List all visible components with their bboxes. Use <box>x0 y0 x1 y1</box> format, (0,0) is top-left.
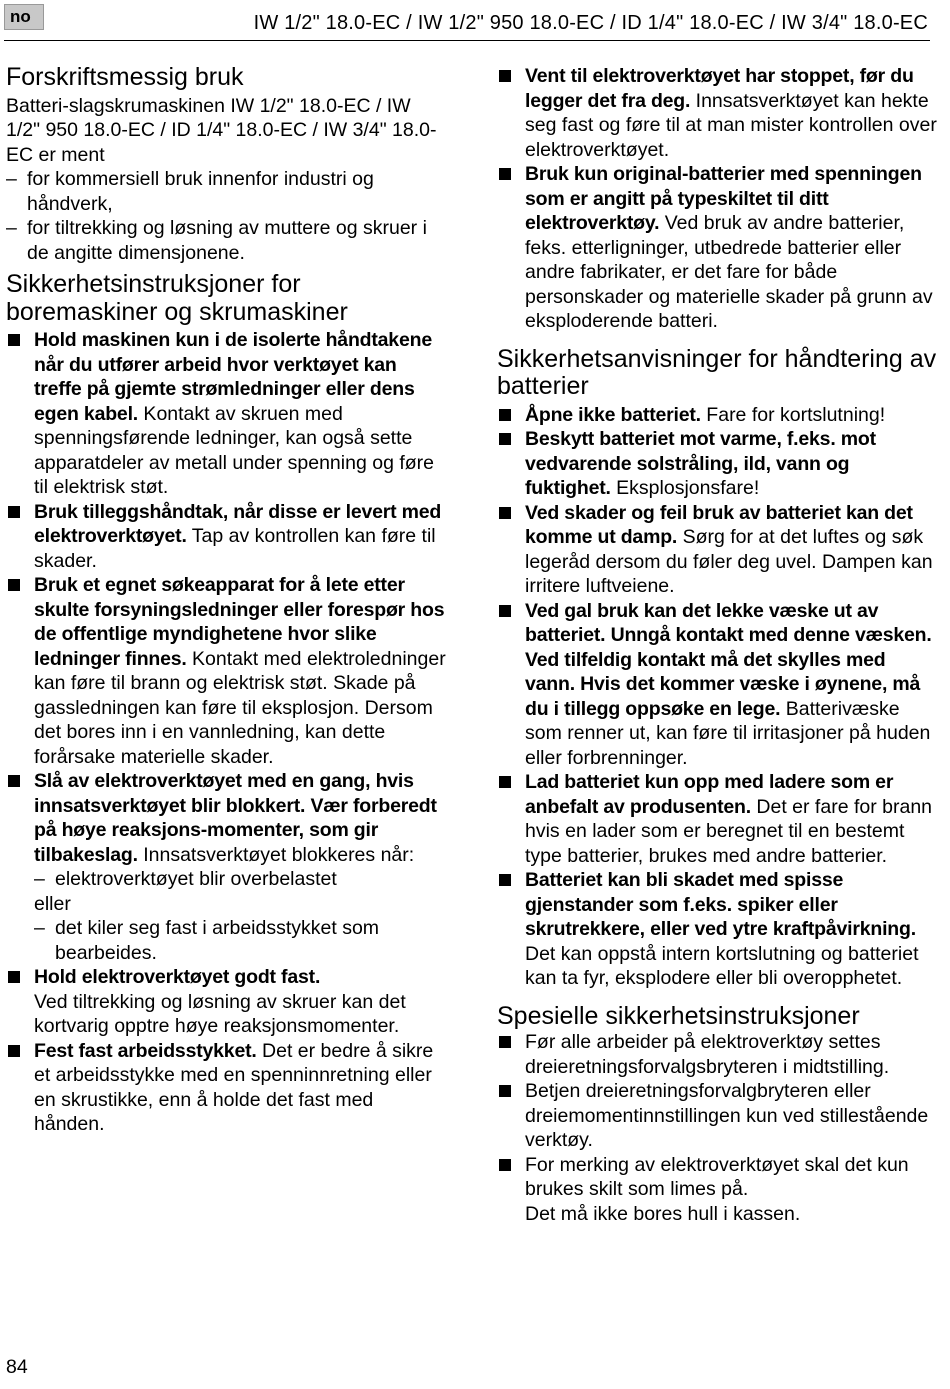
bullet-square-icon <box>8 1045 20 1057</box>
bullet-text: Innsatsverktøyet blokkeres når: <box>137 843 415 866</box>
bullet-item <box>497 1079 937 1153</box>
bullet-bold-text: Lad batteriet kun opp med ladere som er anbefalt av produsenten. <box>525 771 894 818</box>
bullet-item <box>497 162 937 334</box>
intro-dash-item: – for tiltrekking og løsning av muttere og skruer i de angitte dimensjonene. <box>6 216 446 265</box>
bullet-text: Før alle arbeider på elektroverktøy settes dreieretningsforvalgsbryteren i midtstilling. <box>525 1031 890 1078</box>
sub-dash-item: – elektroverktøyet blir overbelastet <box>34 867 446 892</box>
intro-dash-item: – for kommersiell bruk innenfor industri og håndverk, <box>6 167 446 216</box>
heading-intended-use: Forskriftsmessig bruk <box>6 63 244 91</box>
page-number: 84 <box>6 1356 28 1378</box>
bullet-item <box>497 64 937 162</box>
bullet-square-icon <box>499 70 511 82</box>
bullet-text: Det er bedre å sikre et arbeidsstykke med en spenninnretning eller en skrustikke, enn å holde det fast med hånden. <box>34 1039 434 1135</box>
language-tab: no <box>4 4 44 30</box>
bullet-text: Kontakt med elektroledninger kan føre til brann og elektrisk støt. Skade på gassledningen kan føre til eksplosjon. Dersom det bores inn i en vannledning, kan dette forårsake materielle skader. <box>34 647 446 768</box>
heading-special-safety: Spesielle sikkerhetsinstruksjoner <box>497 1001 860 1030</box>
bullet-square-icon <box>499 874 511 886</box>
bullet-square-icon <box>8 971 20 983</box>
bullet-text: Det er fare for brann hvis en lader som er beregnet til en bestemt type batterier, brukes med andre batterier. <box>525 795 933 867</box>
bullet-item <box>497 599 937 771</box>
bullet-item <box>6 328 446 500</box>
bullet-square-icon <box>499 605 511 617</box>
bullet-item <box>497 403 937 428</box>
bullet-square-icon <box>499 1036 511 1048</box>
bullet-bold-text: Bruk kun original-batterier med spenningen som er angitt på typeskiltet til ditt elektroverktøy. <box>525 163 922 234</box>
bullet-square-icon <box>499 1085 511 1097</box>
bullet-square-icon <box>8 775 20 787</box>
bullet-bold-text: Fest fast arbeidsstykket. <box>34 1039 257 1062</box>
bullet-text: Sørg for at det luftes og søk legeråd dersom du føler deg uvel. Dampen kan irritere luftveiene. <box>525 526 933 597</box>
bullet-square-icon <box>499 168 511 180</box>
bullet-bold-text: Ved skader og feil bruk av batteriet kan det komme ut damp. <box>525 501 913 548</box>
bullet-bold-text: Hold maskinen kun i de isolerte håndtakene når du utfører arbeid hvor verktøyet kan treffe på gjemte strømledninger eller dens egen kabel. <box>34 329 432 425</box>
bullet-item <box>497 1030 937 1079</box>
bullet-item <box>497 1153 937 1227</box>
intro-paragraph: Batteri-slagskrumaskinen IW 1/2" 18.0-EC / IW 1/2" 950 18.0-EC / ID 1/4" 18.0-EC / IW 3/4" 18.0-EC er ment <box>6 94 437 166</box>
bullet-item <box>6 500 446 574</box>
bullet-square-icon <box>499 776 511 788</box>
header-divider <box>4 40 930 41</box>
sub-or-text: eller <box>34 892 71 915</box>
bullet-text: Det kan oppstå intern kortslutning og batteriet kan ta fyr, eksplodere eller bli overopphetet. <box>525 942 919 989</box>
bullet-item <box>6 1039 446 1137</box>
bullet-square-icon <box>8 579 20 591</box>
bullet-square-icon <box>8 506 20 518</box>
bullet-bold-text: Slå av elektroverktøyet med en gang, hvis innsatsverktøyet blir blokkert. Vær forberedt på høye reaksjons-momenter, som gir tilbakeslag. <box>34 770 437 866</box>
bullet-item <box>497 501 937 599</box>
left-column <box>6 62 446 1137</box>
sub-dash-item: – det kiler seg fast i arbeidsstykket som bearbeides. <box>34 916 446 965</box>
bullet-bold-text: Bruk et egnet søkeapparat for å lete etter skulte forsyningsledninger eller forespør hos de offentlige myndighetene hvor slike ledninger finnes. <box>34 574 445 670</box>
bullet-item <box>497 770 937 868</box>
bullet-bold-text: Vent til elektroverktøyet har stoppet, før du legger det fra deg. <box>525 65 914 112</box>
bullet-text: Batterivæske som renner ut, kan føre til irritasjoner på huden eller forbrenninger. <box>525 697 931 769</box>
bullet-text: Betjen dreieretningsforvalgbryteren eller dreiemomentinnstillingen kun ved stillestående verktøy. <box>525 1080 929 1151</box>
bullet-square-icon <box>499 1159 511 1171</box>
bullet-bold-text: Hold elektroverktøyet godt fast. <box>34 966 321 988</box>
bullet-item <box>497 868 937 991</box>
bullet-bold-text: Ved gal bruk kan det lekke væske ut av batteriet. Unngå kontakt med denne væsken. Ved tilfeldig kontakt må det skylles med vann. Hvis det kommer væske i øynene, må du i tillegg oppsøke en lege. <box>525 599 932 720</box>
bullet-bold-text: Beskytt batteriet mot varme, f.eks. mot vedvarende solstråling, ild, vann og fuktighet. <box>525 428 876 499</box>
header-model-title: IW 1/2" 18.0-EC / IW 1/2" 950 18.0-EC / ID 1/4" 18.0-EC / IW 3/4" 18.0-EC <box>253 12 928 34</box>
bullet-item <box>497 427 937 501</box>
heading-drill-safety: Sikkerhetsinstruksjoner for boremaskiner og skrumaskiner <box>6 270 348 326</box>
bullet-text: For merking av elektroverktøyet skal det kun brukes skilt som limes på. <box>525 1153 909 1200</box>
bullet-text: Fare for kortslutning! <box>700 403 886 426</box>
bullet-bold-text: Bruk tilleggshåndtak, når disse er levert med elektroverktøyet. <box>34 500 442 547</box>
bullet-bold-text: Batteriet kan bli skadet med spisse gjenstander som f.eks. spiker eller skrutrekkere, eller ved ytre kraftpåvirkning. <box>525 869 916 940</box>
bullet-bold-text: Åpne ikke batteriet. <box>525 403 701 426</box>
bullet-text: Eksplosjonsfare! <box>610 477 760 499</box>
bullet-text: Ved bruk av andre batterier, feks. etterligninger, utbedrede batterier eller andre fabrikater, er det fare for både personskader og materielle skader på grunn av eksploderende batteri. <box>525 212 933 332</box>
bullet-item <box>6 965 446 1039</box>
bullet-square-icon <box>499 507 511 519</box>
bullet-item <box>6 573 446 769</box>
heading-battery-safety: Sikkerhetsanvisninger for håndtering av batterier <box>497 344 937 400</box>
bullet-text: Det må ikke bores hull i kassen. <box>525 1202 801 1225</box>
bullet-square-icon <box>499 433 511 445</box>
page-header <box>0 0 950 50</box>
bullet-text: Ved tiltrekking og løsning av skruer kan det kortvarig opptre høye reaksjonsmomenter. <box>34 990 406 1037</box>
bullet-text: Innsatsverktøyet kan hekte seg fast og føre til at man mister kontrollen over elektroverktøyet. <box>525 89 937 161</box>
right-column <box>497 64 937 1226</box>
bullet-text: Tap av kontrollen kan føre til skader. <box>34 525 436 572</box>
bullet-text: Kontakt av skruen med spenningsførende ledninger, kan også sette apparatdeler av metall under spenning og føre til elektrisk støt. <box>34 402 434 498</box>
bullet-square-icon <box>8 334 20 346</box>
bullet-square-icon <box>499 409 511 421</box>
bullet-item <box>6 769 446 867</box>
